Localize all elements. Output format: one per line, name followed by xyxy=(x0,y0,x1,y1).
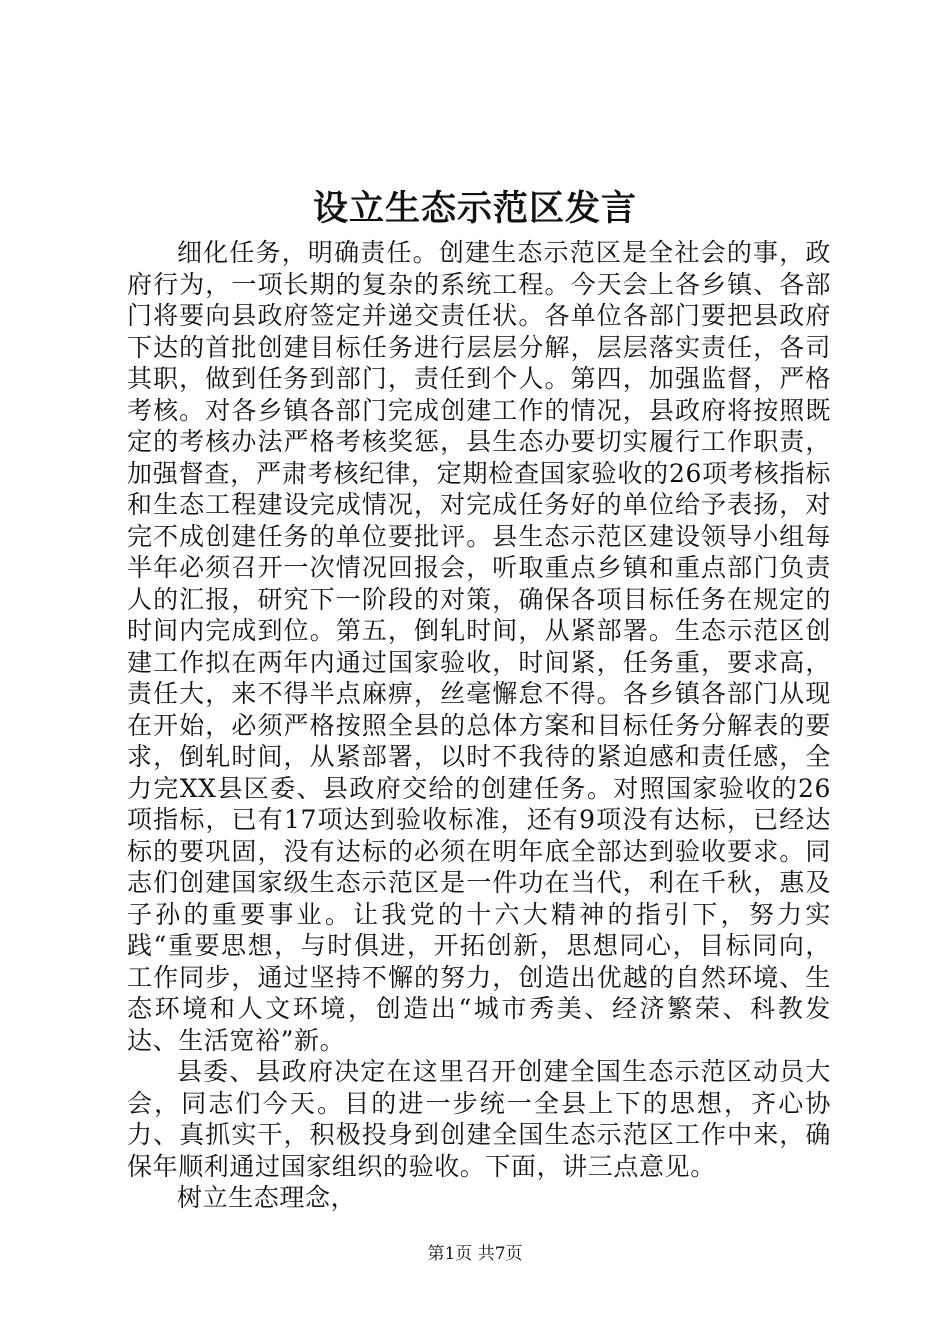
paragraph-1: 细化任务，明确责任。创建生态示范区是全社会的事，政府行为，一项长期的复杂的系统工程。今天会上各乡镇、各部门将要向县政府签定并递交责任状。各单位各部门要把县政府下达的首批创建目标任务进行层层分解，层层落实责任，各司其职，做到任务到部门，责任到个人。第四，加强监督，严格考核。对各乡镇各部门完成创建工作的情况，县政府将按照既定的考核办法严格考核奖惩，县生态办要切实履行工作职责，加强督查，严肃考核纪律，定期检查国家验收的26项考核指标和生态工程建设完成情况，对完成任务好的单位给予表扬，对完不成创建任务的单位要批评。县生态示范区建设领导小组每半年必须召开一次情况回报会，听取重点乡镇和重点部门负责人的汇报，研究下一阶段的对策，确保各项目标任务在规定的时间内完成到位。第五，倒轧时间，从紧部署。生态示范区创建工作拟在两年内通过国家验收，时间紧，任务重，要求高，责任大，来不得半点麻痹，丝毫懈怠不得。各乡镇各部门从现在开始，必须严格按照全县的总体方案和目标任务分解表的要求，倒轧时间，从紧部署，以时不我待的紧迫感和责任感，全力完XX县区委、县政府交给的创建任务。对照国家验收的26项指标，已有17项达到验收标准，还有9项没有达标，已经达标的要巩固，没有达标的必须在明年底全部达到验收要求。同志们创建国家级生态示范区是一件功在当代，利在千秋，惠及子孙的重要事业。让我党的十六大精神的指引下，努力实践“重要思想，与时俱进，开拓创新，思想同心，目标同向，工作同步，通过坚持不懈的努力，创造出优越的自然环境、生态环境和人文环境，创造出“城市秀美、经济繁荣、科教发达、生活宽裕”新。 xyxy=(127,238,831,1055)
paragraph-2: 县委、县政府决定在这里召开创建全国生态示范区动员大会，同志们今天。目的进一步统一全县上下的思想，齐心协力、真抓实干，积极投身到创建全国生态示范区工作中来，确保年顺利通过国家组织的验收。下面，讲三点意见。 xyxy=(127,1057,831,1181)
document-title: 设立生态示范区发言 xyxy=(312,188,637,229)
document-body xyxy=(127,237,831,1214)
page-number-footer: 第1页 共7页 xyxy=(427,1244,523,1264)
paragraph-3: 树立生态理念， xyxy=(177,1183,357,1212)
